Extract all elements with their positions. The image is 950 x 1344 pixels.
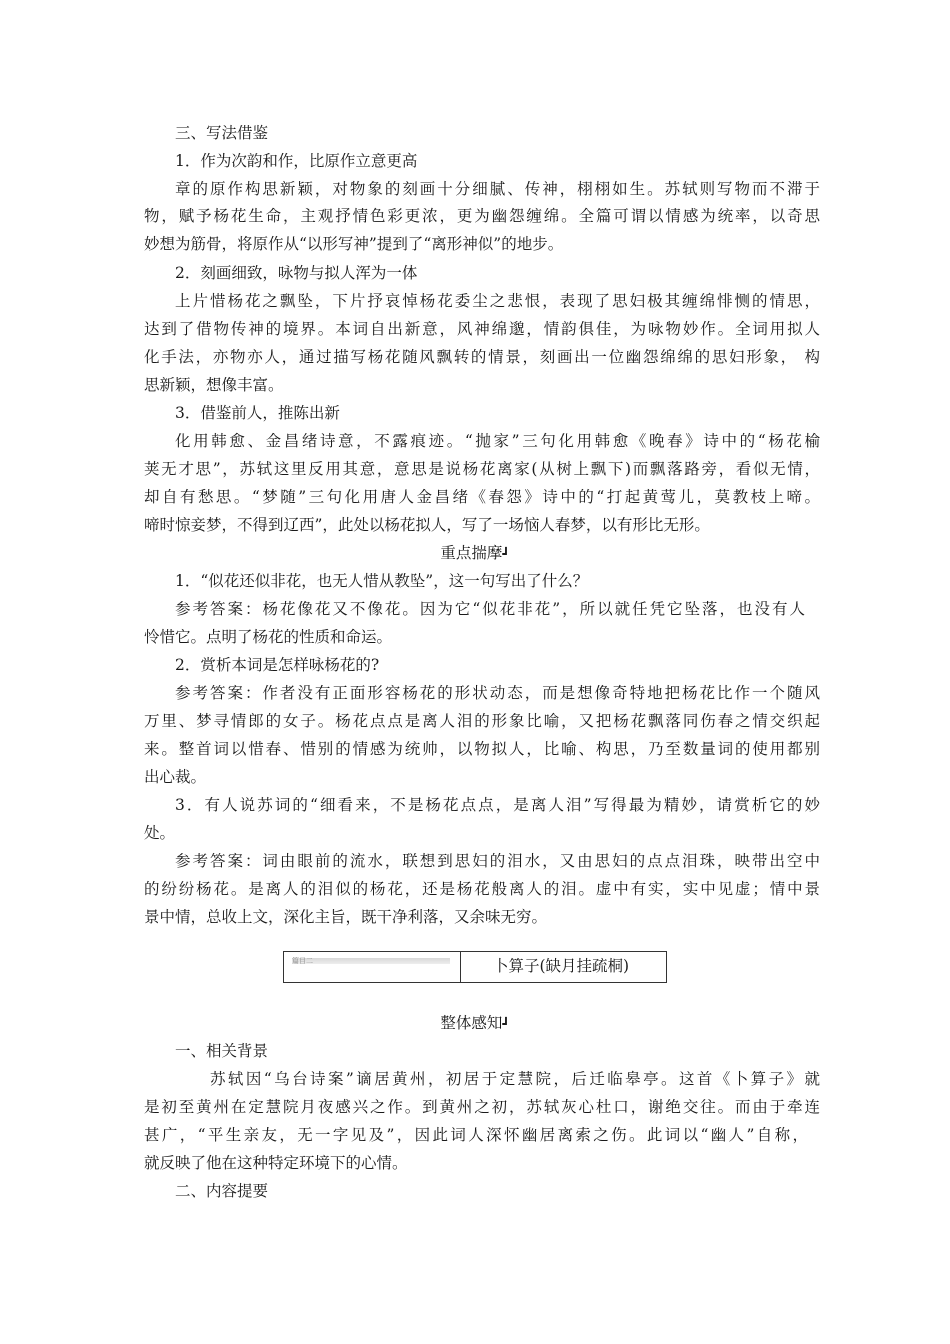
item-title: 2．刻画细致，咏物与拟人浑为一体 [175,264,418,282]
paragraph-line: 却自有愁思。“梦随”三句化用唐人金昌绪《春怨》诗中的“打起黄莺儿，莫教枝上啼。 [144,488,820,506]
subsection-heading: 一、相关背景 [175,1042,269,1060]
answer-line: 参考答案：词由眼前的流水，联想到思妇的泪水，又由思妇的点点泪珠，映带出空中 [175,852,820,870]
paragraph-line: 达到了借物传神的境界。本词自出新意，风神绵邈，情韵俱佳，为咏物妙作。全词用拟人 [144,320,820,338]
paragraph-line: 物，赋予杨花生命，主观抒情色彩更浓，更为幽怨缠绵。全篇可谓以情感为统率，以奇思 [144,207,820,225]
piece-title-table [283,951,667,983]
paragraph-line: 甚广，“平生亲友，无一字见及”，因此词人深怀幽居离索之伤。此词以“幽人”自称， [144,1126,808,1144]
overview-heading-text: 整体感知 [440,1014,503,1032]
heading-corner-mark: ┛ [502,1017,510,1031]
paragraph-line: 妙想为筋骨，将原作从“以形写神”提到了“离形神似”的地步。 [144,235,564,253]
question: 1．“似花还似非花，也无人惜从教坠”，这一句写出了什么？ [175,572,589,590]
answer-line: 怜惜它。点明了杨花的性质和命运。 [144,628,393,646]
answer-line: 参考答案：作者没有正面形容杨花的形状动态，而是想像奇特地把杨花比作一个随风 [175,684,820,702]
heading-corner-mark: ┛ [502,547,510,561]
focus-heading-text: 重点揣摩 [440,544,503,562]
paragraph-line: 思新颖，想像丰富。 [144,376,284,394]
paragraph-line: 苏轼因“乌台诗案”谪居黄州，初居于定慧院，后迁临皋亭。这首《卜算子》就 [210,1070,820,1088]
focus-heading [0,542,950,565]
paragraph-line: 化用韩愈、金昌绪诗意，不露痕迹。“抛家”三句化用韩愈《晚春》诗中的“杨花榆 [175,432,820,450]
paragraph-line: 章的原作构思新颖，对物象的刻画十分细腻、传神，栩栩如生。苏轼则写物而不滞于 [175,180,820,198]
label-banner [292,958,450,964]
section-heading: 三、写法借鉴 [175,124,269,142]
item-title: 1．作为次韵和作，比原作立意更高 [175,152,418,170]
answer-line: 参考答案：杨花像花又不像花。因为它“似花非花”，所以就任凭它坠落，也没有人 [175,600,805,618]
piece-label-cell [284,952,461,982]
question-line: 3．有人说苏词的“细看来，不是杨花点点，是离人泪”写得最为精妙，请赏析它的妙 [175,796,820,814]
overview-heading [0,1012,950,1035]
answer-line: 的纷纷杨花。是离人的泪似的杨花，还是杨花般离人的泪。虚中有实，实中见虚；情中景 [144,880,820,898]
paragraph-line: 啼时惊妾梦，不得到辽西”，此处以杨花拟人，写了一场恼人春梦，以有形比无形。 [144,516,710,534]
paragraph-line: 化手法，亦物亦人，通过描写杨花随风飘转的情景，刻画出一位幽怨绵绵的思妇形象， 构 [144,348,820,366]
subsection-heading: 二、内容提要 [175,1182,269,1200]
paragraph-line: 就反映了他在这种特定环境下的心情。 [144,1154,408,1172]
item-title: 3．借鉴前人，推陈出新 [175,404,340,422]
answer-line: 景中情，总收上文，深化主旨，既干净利落，又余味无穷。 [144,908,548,926]
question-line: 处。 [144,824,176,842]
answer-line: 万里、梦寻情郎的女子。杨花点点是离人泪的形象比喻，又把杨花飘落同伤春之情交织起 [144,712,820,730]
piece-number-tag: 篇目二 [292,957,313,965]
question: 2．赏析本词是怎样咏杨花的? [175,656,380,674]
answer-line: 出心裁。 [144,768,207,786]
piece-title-cell: 卜算子(缺月挂疏桐) [493,957,630,975]
paragraph-line: 荚无才思”，苏轼这里反用其意，意思是说杨花离家(从树上飘下)而飘落路旁，看似无情， [144,460,820,478]
paragraph-line: 是初至黄州在定慧院月夜感兴之作。到黄州之初，苏轼灰心杜口，谢绝交往。而由于牵连 [144,1098,820,1116]
answer-line: 来。整首词以惜春、惜别的情感为统帅，以物拟人，比喻、构思，乃至数量词的使用都别 [144,740,820,758]
paragraph-line: 上片惜杨花之飘坠，下片抒哀悼杨花委尘之悲恨，表现了思妇极其缠绵悱恻的情思， [175,292,820,310]
